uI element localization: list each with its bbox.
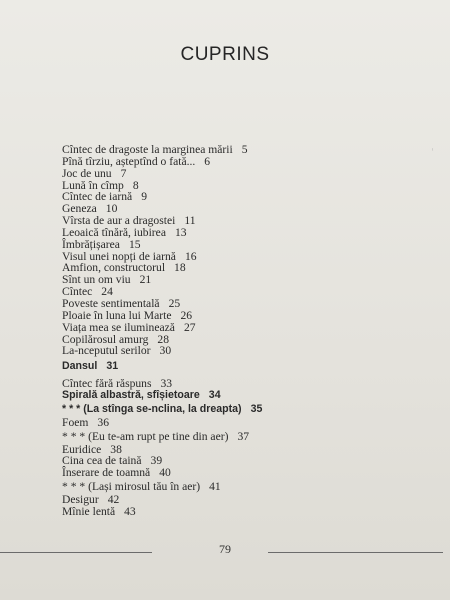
page-number: 79 — [219, 542, 231, 556]
toc-entry-title: Geneza — [62, 202, 97, 216]
toc-entry-page: 15 — [128, 237, 141, 251]
toc-entry-page: 35 — [250, 402, 263, 415]
toc-entry-title: Euridice — [62, 442, 102, 456]
toc-entry-page: 31 — [106, 360, 119, 373]
toc-entry-title: Cina cea de taină — [62, 454, 142, 468]
toc-entry-title: Leoaică tînără, iubirea — [62, 225, 166, 239]
toc-entry-title: Desigur — [62, 493, 99, 507]
toc-entry-page: 10 — [105, 202, 118, 216]
toc-entry-page: 24 — [101, 285, 113, 299]
toc-entry-title: Pînă tîrziu, așteptînd o fată... — [62, 154, 196, 168]
toc-entry-page: 25 — [168, 296, 181, 310]
toc-entry-page: 9 — [141, 190, 147, 204]
toc-entry-title: Cîntec fără răspuns — [62, 377, 152, 391]
toc-entry-page: 37 — [237, 429, 250, 443]
footer-rule-right — [268, 552, 443, 553]
toc-entry-title: Poveste sentimentală — [62, 296, 160, 310]
toc-entry — [62, 274, 422, 286]
toc-entry-title: * * * (Lași mirosul tău în aer) — [62, 480, 201, 494]
toc-entry-page: 7 — [120, 166, 127, 180]
toc-entry-page: 26 — [180, 308, 193, 322]
toc-entry-page: 18 — [174, 261, 186, 275]
toc-entry-title: * * * (Eu te-am rupt pe tine din aer) — [62, 429, 229, 443]
toc-entry-page: 38 — [110, 442, 122, 456]
toc-entry-title: La-nceputul serilor — [62, 344, 151, 358]
toc-entry-page: 43 — [124, 504, 136, 518]
toc-entry-page: 11 — [184, 214, 196, 228]
toc-entry — [62, 402, 422, 417]
toc-entry — [62, 345, 422, 357]
toc-entry-page: 6 — [204, 154, 211, 168]
toc-entry-page: 8 — [132, 178, 139, 192]
toc-entry-page: 42 — [107, 493, 120, 507]
toc-entry — [62, 506, 422, 518]
toc-entry-title: Cîntec — [62, 285, 93, 299]
toc-entry — [62, 467, 422, 479]
toc-entry-title: Ploaie în luna lui Marte — [62, 308, 172, 322]
toc-entry-title: Îmbrățișarea — [62, 237, 120, 251]
toc-entry — [62, 429, 422, 444]
toc-entry-page: 39 — [150, 454, 163, 468]
toc-entry-title: Copilărosul amurg — [62, 332, 149, 346]
toc-entry — [62, 494, 422, 506]
toc-entry-title: Viața mea se iluminează — [62, 320, 175, 334]
toc-entry-page: 21 — [139, 273, 152, 287]
toc-entry-page: 28 — [157, 332, 170, 346]
toc-entry-title: Foem — [62, 415, 89, 429]
toc-entry-title: Lună în cîmp — [62, 178, 124, 192]
toc-entry-page: 27 — [183, 320, 196, 334]
toc-entry — [62, 361, 422, 373]
toc-entry-title: Înserare de toamnă — [62, 466, 151, 480]
toc-entry-title: * * * (La stînga se-nclina, la dreapta) — [62, 402, 242, 415]
toc-entry-page: 41 — [209, 480, 221, 494]
toc-entry-page: 16 — [184, 249, 197, 263]
toc-entry — [62, 417, 422, 429]
toc-entry-page: 36 — [97, 415, 110, 429]
table-of-contents — [62, 144, 422, 518]
page-title: CUPRINS — [180, 44, 270, 65]
toc-entry-title: Cîntec de dragoste la marginea mării — [62, 143, 233, 156]
toc-entry-page: 5 — [241, 143, 248, 156]
toc-entry-title: Visul unei nopți de iarnă — [62, 249, 176, 263]
toc-entry-title: Spirală albastră, sfîșietoare — [62, 388, 200, 401]
toc-entry — [62, 390, 422, 402]
toc-entry-title: Joc de unu — [62, 166, 112, 180]
paper-speck: ᵗ — [432, 148, 434, 154]
toc-entry-title: Vîrsta de aur a dragostei — [62, 214, 176, 228]
toc-entry-page: 34 — [208, 388, 221, 401]
toc-entry — [62, 479, 422, 494]
toc-entry-title: Amfion, constructorul — [62, 261, 166, 275]
toc-entry-title: Dansul — [62, 360, 98, 373]
toc-entry-page: 30 — [159, 344, 172, 358]
toc-entry-page: 40 — [159, 466, 171, 480]
toc-entry-title: Cîntec de iarnă — [62, 190, 133, 204]
toc-entry-page: 33 — [160, 377, 173, 391]
toc-entry — [62, 156, 422, 168]
toc-entry-title: Mînie lentă — [62, 504, 116, 518]
toc-entry-title: Sînt un om viu — [62, 273, 131, 287]
toc-entry-page: 13 — [174, 225, 187, 239]
